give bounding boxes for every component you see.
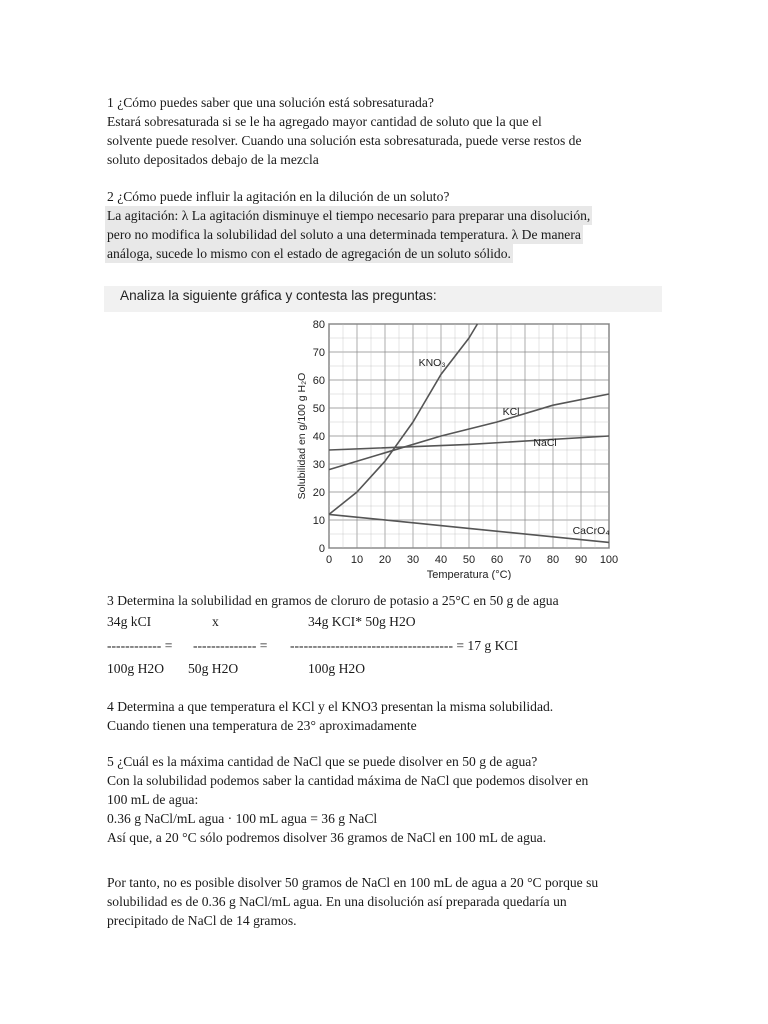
question-5-text: 5 ¿Cuál es la máxima cantidad de NaCl que se puede disolver en 50 g de agua?: [107, 754, 538, 769]
calc-numerator-3: 34g KCI* 50g H2O: [308, 614, 416, 629]
answer-1-line-3: soluto depositados debajo de la mezcla: [107, 152, 319, 167]
x-tick-label: 90: [574, 554, 588, 566]
conclusion-line-3: precipitado de NaCl de 14 gramos.: [107, 913, 297, 928]
question-2-text: 2 ¿Cómo puede influir la agitación en la dilución de un soluto?: [107, 189, 450, 204]
y-tick-label: 40: [312, 431, 325, 443]
y-tick-label: 30: [312, 459, 325, 471]
conclusion-5: [107, 873, 667, 930]
x-tick-label: 50: [462, 554, 476, 566]
conclusion-line-2: solubilidad es de 0.36 g NaCl/mL agua. En una disolución así preparada quedaría un: [107, 894, 567, 909]
series-label-1: KCl: [502, 406, 520, 418]
y-tick-label: 20: [312, 487, 325, 499]
question-2: [107, 187, 667, 263]
series-label-2: NaCl: [533, 436, 557, 449]
answer-1-line-2: solvente puede resolver. Cuando una solución esta sobresaturada, puede verse restos de: [107, 133, 582, 148]
x-tick-label: 80: [546, 554, 560, 566]
answer-4-text: Cuando tienen una temperatura de 23° aproximadamente: [107, 718, 417, 733]
calc-times-symbol: x: [212, 614, 219, 629]
instruction-text: Analiza la siguiente gráfica y contesta las preguntas:: [120, 288, 437, 303]
conclusion-line-1: Por tanto, no es posible disolver 50 gramos de NaCl en 100 mL de agua a 20 °C porque su: [107, 875, 599, 890]
answer-2-line-2: pero no modifica la solubilidad del soluto a una determinada temperatura. λ De manera: [107, 227, 581, 242]
question-1-text: 1 ¿Cómo puedes saber que una solución está sobresaturada?: [107, 95, 434, 110]
y-tick-label: 50: [312, 403, 325, 415]
calc-denominator-1: 100g H2O: [107, 661, 165, 676]
y-axis-label: Solubilidad en g/100 g H₂O: [296, 372, 308, 500]
x-tick-label: 30: [406, 554, 420, 566]
answer-2-line-1: La agitación: λ La agitación disminuye el tiempo necesario para preparar una disolución,: [107, 208, 591, 223]
series-label-0: KNO₃: [418, 357, 446, 369]
calc-bar-1: ------------ =: [107, 638, 173, 653]
answer-5-line-2: 100 mL de agua:: [107, 792, 199, 807]
answer-1-line-1: Estará sobresaturada si se le ha agregado mayor cantidad de soluto que la que el: [107, 114, 542, 129]
calc-bar-2: -------------- =: [193, 638, 268, 653]
question-4: [107, 697, 667, 735]
question-3: [107, 591, 667, 610]
x-tick-label: 70: [518, 554, 532, 566]
question-3-text: 3 Determina la solubilidad en gramos de cloruro de potasio a 25°C en 50 g de agua: [107, 593, 559, 608]
answer-5-line-4: Así que, a 20 °C sólo podremos disolver 36 gramos de NaCl en 100 mL de agua.: [107, 830, 547, 845]
x-tick-label: 100: [599, 554, 619, 566]
answer-2-line-3: análoga, sucede lo mismo con el estado de agregación de un soluto sólido.: [107, 246, 511, 261]
answer-5-line-1: Con la solubilidad podemos saber la cantidad máxima de NaCl que podemos disolver en: [107, 773, 589, 788]
question-4-text: 4 Determina a que temperatura el KCl y el KNO3 presentan la misma solubilidad.: [107, 699, 554, 714]
y-tick-label: 70: [312, 347, 325, 359]
y-tick-label: 10: [312, 515, 325, 527]
x-tick-label: 40: [434, 554, 448, 566]
y-tick-label: 60: [312, 375, 325, 387]
calc-denominator-3: 100g H2O: [308, 661, 366, 676]
y-tick-label: 80: [312, 319, 325, 331]
x-tick-label: 0: [325, 554, 333, 566]
calc-numerator-1: 34g kCI: [107, 614, 152, 629]
instruction-banner: [104, 286, 662, 312]
question-1: [107, 93, 667, 169]
series-label-3: CaCrO₄: [572, 525, 610, 537]
solubility-chart: [287, 314, 627, 580]
answer-5-line-3: 0.36 g NaCl/mL agua · 100 mL agua = 36 g NaCl: [107, 811, 378, 826]
y-tick-label: 0: [318, 543, 325, 555]
question-5: [107, 752, 667, 847]
x-tick-label: 60: [490, 554, 504, 566]
x-tick-label: 20: [378, 554, 392, 566]
x-axis-label: Temperatura (°C): [426, 569, 512, 580]
calc-bar-3: ------------------------------------ = 17 g KCI: [290, 638, 519, 653]
calc-denominator-2: 50g H2O: [188, 661, 239, 676]
x-tick-label: 10: [350, 554, 364, 566]
